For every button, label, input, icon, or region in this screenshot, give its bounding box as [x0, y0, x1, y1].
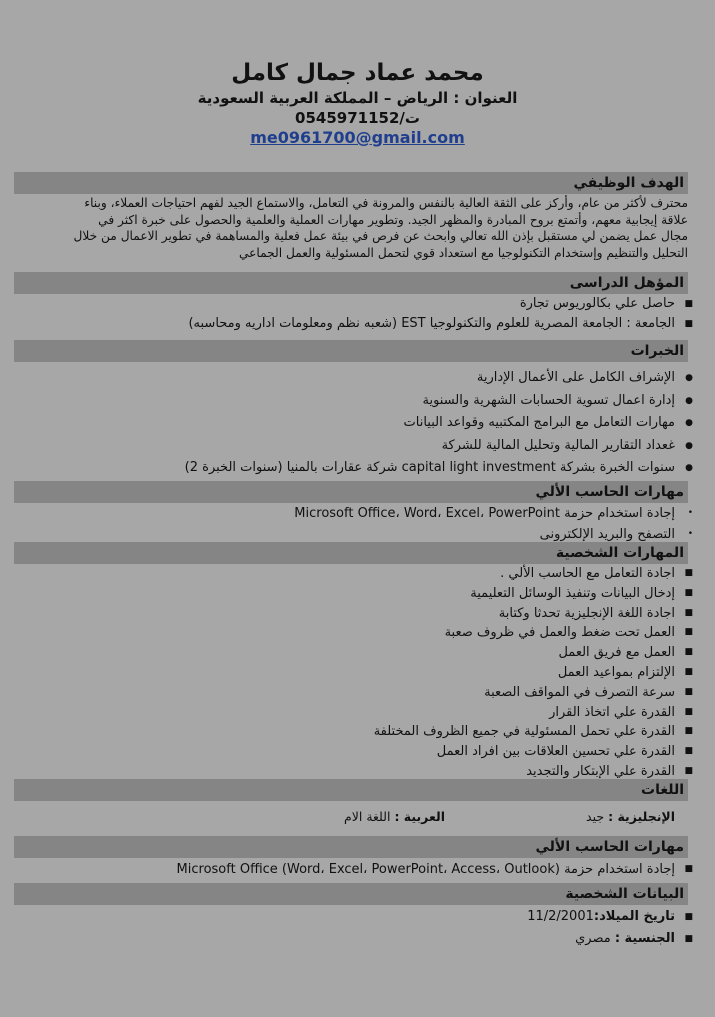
section-title-computer-skills: مهارات الحاسب الألي	[14, 481, 688, 503]
square-bullet-icon: ■	[684, 627, 693, 638]
language-arabic: العربية : اللغة الام	[344, 809, 445, 824]
square-bullet-icon: ■	[684, 765, 693, 776]
objective-line: محترف لأكثر من عام، وأركز على الثقة العالية بالنفس والمرونة في التعامل، والاستماع الجيد لفهم احتياجات العملاء، وبناء	[84, 196, 688, 210]
list-item: ● الإشراف الكامل على الأعمال الإدارية	[20, 367, 675, 390]
round-bullet-icon: ●	[685, 395, 693, 406]
dot-bullet-icon: •	[687, 529, 693, 539]
list-item: ■ الجامعة : الجامعة المصرية للعلوم والتكنولوجيا EST (شعبه نظم ومعلومات اداريه ومحاسبه)	[20, 314, 675, 334]
dot-bullet-icon: •	[687, 508, 693, 518]
personal-data-list	[20, 906, 693, 950]
objective-line: علاقة إيجابية معهم، وأتمتع بروح المبادرة والمظهر الجيد. وتطوير مهارات العملية والعلمية والحصول على خبرة اكثر في	[98, 212, 688, 227]
square-bullet-icon: ■	[684, 647, 693, 658]
round-bullet-icon: ●	[685, 373, 693, 383]
list-item: ■ القدرة علي الإبتكار والتجديد	[20, 762, 675, 782]
list-item: ● إدارة اعمال تسوية الحسابات الشهرية والسنوية	[20, 390, 675, 413]
phone-line: ت/0545971152	[295, 109, 420, 127]
language-english: الإنجليزية : جيد	[586, 809, 675, 824]
section-title-education: المؤهل الدراسى	[14, 272, 688, 294]
section-title-personal-skills: المهارات الشخصية	[14, 542, 688, 564]
list-item: ● غعداد التقارير المالية وتحليل المالية للشركة	[20, 435, 675, 458]
list-item: ■ تاريخ الميلاد:11/2/2001	[20, 906, 675, 928]
objective-line: التحليل والتنظيم وإستخدام التكنولوجيا مع استعداد قوي لتحمل المسئولية والعمل الجماعي	[238, 245, 688, 260]
list-item: ■ القدرة علي تحسين العلاقات بين افراد العمل	[20, 742, 675, 762]
round-bullet-icon: ●	[685, 440, 693, 451]
list-item: ■ اجادة اللغة الإنجليزية تحدثا وكتابة	[20, 604, 675, 624]
list-item: ■ الجنسية : مصري	[20, 928, 675, 950]
section-title-experience: الخبرات	[14, 340, 688, 362]
list-item: • إجادة استخدام حزمة Microsoft Office، Word، Excel، PowerPoint	[20, 503, 675, 524]
square-bullet-icon: ■	[684, 607, 693, 618]
square-bullet-icon: ■	[684, 587, 693, 598]
computer-skills-list-2	[20, 859, 693, 880]
list-item: ■ إجادة استخدام حزمة Microsoft Office (Word، Excel، PowerPoint، Access، Outlook)	[20, 859, 675, 880]
square-bullet-icon: ■	[684, 568, 693, 578]
square-bullet-icon: ■	[684, 319, 693, 329]
resume-header	[0, 0, 715, 148]
list-item: ■ سرعة التصرف في المواقف الصعبة	[20, 683, 675, 703]
objective-line: مجال عمل يضمن لي مستقبل بإذن الله تعالي وابحث عن فرص في بيئة عمل فعلية والمساهمة في تطوير الاعمال من خلال	[73, 229, 688, 243]
list-item: ■ إدخال البيانات وتنفيذ الوسائل التعليمية	[20, 584, 675, 604]
list-item: ● سنوات الخبرة بشركة capital light investment شركة عقارات بالمنيا (سنوات الخبرة 2)	[20, 457, 675, 480]
address-line: العنوان : الرياض – المملكة العربية السعودية	[197, 89, 518, 107]
list-item: ■ العمل تحت ضغط والعمل في ظروف صعبة	[20, 623, 675, 643]
section-title-personal-data: البيانات الشخصية	[14, 883, 688, 905]
square-bullet-icon: ■	[684, 706, 693, 717]
square-bullet-icon: ■	[684, 726, 693, 737]
square-bullet-icon: ■	[684, 686, 693, 697]
objective-paragraph	[16, 195, 688, 261]
list-item: ■ القدرة علي تحمل المسئولية في جميع الظروف المختلفة	[20, 722, 675, 742]
list-item: • التصفح والبريد الإلكترونى	[20, 524, 675, 545]
section-title-computer-skills-2: مهارات الحاسب الألي	[14, 836, 688, 858]
round-bullet-icon: ●	[685, 418, 693, 428]
square-bullet-icon: ■	[684, 934, 693, 944]
list-item: ■ اجادة التعامل مع الحاسب الألي .	[20, 564, 675, 584]
list-item: ■ القدرة علي اتخاذ القرار	[20, 703, 675, 723]
square-bullet-icon: ■	[684, 864, 693, 874]
personal-skills-list	[20, 564, 693, 782]
education-list	[20, 294, 693, 334]
list-item: ■ حاصل علي بكالوريوس تجارة	[20, 294, 675, 314]
square-bullet-icon: ■	[684, 746, 693, 757]
list-item: ● مهارات التعامل مع البرامج المكتبيه وقواعد البيانات	[20, 412, 675, 435]
square-bullet-icon: ■	[684, 299, 693, 309]
section-title-languages: اللغات	[14, 779, 688, 801]
list-item: ■ الإلتزام بمواعيد العمل	[20, 663, 675, 683]
square-bullet-icon: ■	[684, 912, 693, 922]
square-bullet-icon: ■	[684, 666, 693, 677]
candidate-name: محمد عماد جمال كامل	[231, 60, 484, 86]
computer-skills-list	[20, 503, 693, 545]
section-title-objective: الهدف الوظيفي	[14, 172, 688, 194]
round-bullet-icon: ●	[685, 463, 693, 473]
list-item: ■ العمل مع فريق العمل	[20, 643, 675, 663]
email-link[interactable]: me0961700@gmail.com	[250, 128, 465, 147]
experience-list	[20, 367, 693, 480]
